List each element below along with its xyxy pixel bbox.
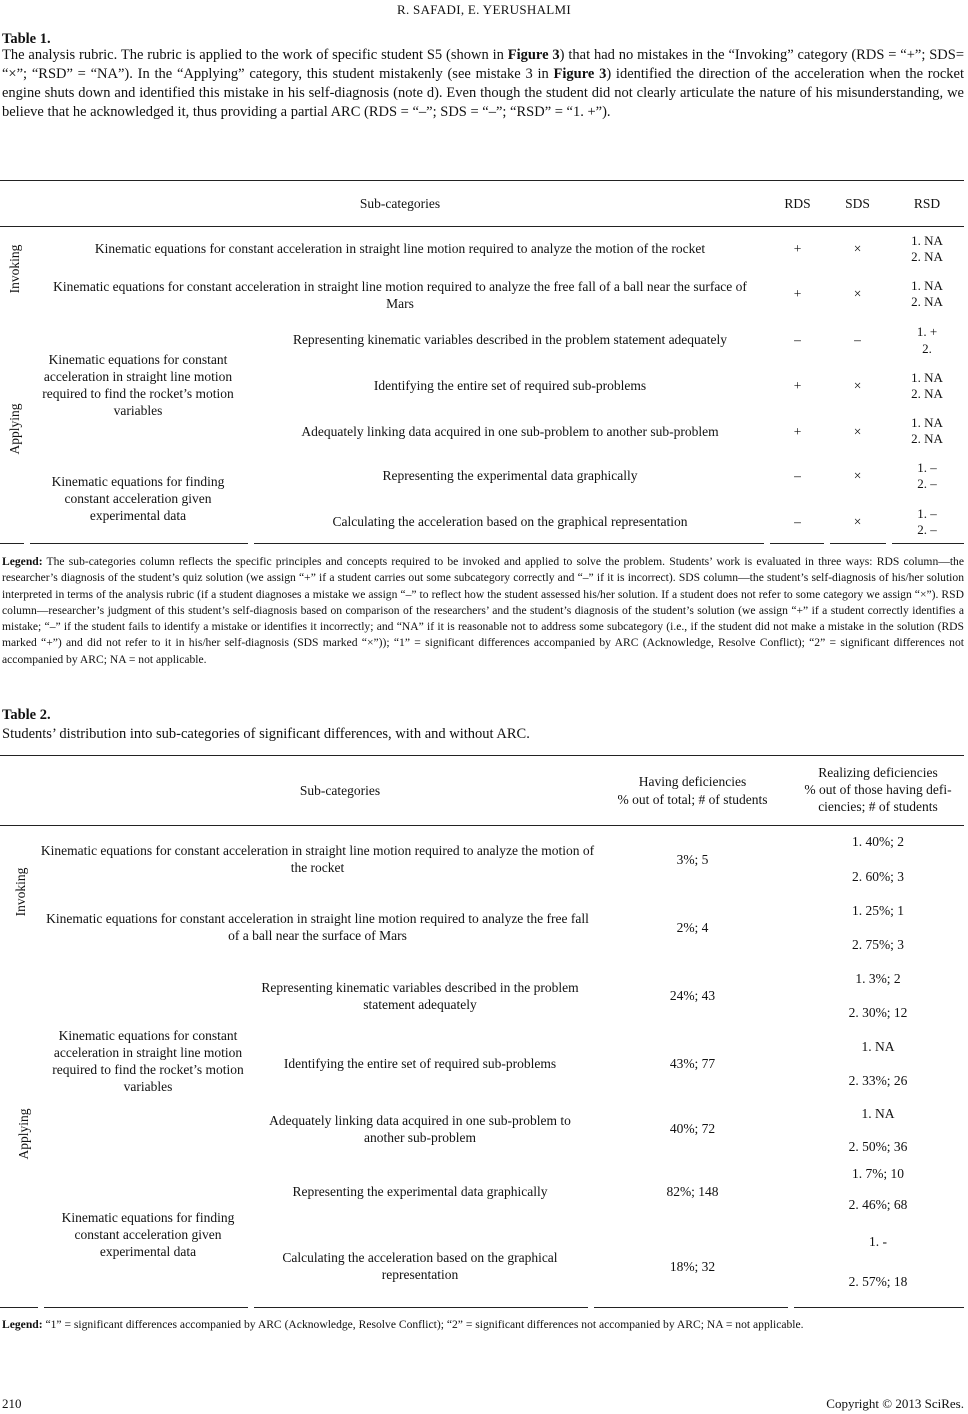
table2-bottom-rule-seg — [594, 1307, 788, 1308]
table2-legend-label: Legend: — [2, 1318, 43, 1331]
table2-row-4-realizing2: 2. 33%; 26 — [848, 1073, 908, 1088]
table1-row-5-text: Adequately linking data acquired in one sub-problem to another sub-problem — [301, 424, 719, 439]
table2-row-5-text: Adequately linking data acquired in one sub-problem to another sub-problem — [269, 1113, 571, 1145]
table1-col-rds: RDS — [784, 196, 811, 211]
table1-row-1-rds: + — [793, 241, 802, 256]
table2-bottom-rule-seg — [44, 1307, 248, 1308]
table1-bottom-rule-seg — [254, 543, 764, 544]
table2-bottom-rule-seg — [794, 1307, 964, 1308]
table1-row-2-rds: + — [793, 286, 802, 301]
table1-row-1-text: Kinematic equations for constant acceleration in straight line motion required to analyze the motion of the rocket — [94, 241, 706, 256]
table1-row-1-sds: × — [853, 241, 862, 256]
table2-row-4-realizing1: 1. NA — [861, 1039, 895, 1054]
table2-row-4-having: 43%; 77 — [669, 1056, 716, 1071]
table2-row-5-having: 40%; 72 — [669, 1121, 716, 1136]
table1-row-5-rds: + — [793, 424, 802, 439]
table2-row-6-realizing1: 1. 7%; 10 — [851, 1166, 905, 1181]
table1-row-4-rsd2: 2. NA — [911, 386, 943, 401]
table1-row-2-rsd1: 1. NA — [911, 278, 943, 293]
table2-row-7-text: Calculating the acceleration based on the graphical representation — [282, 1250, 558, 1282]
table2-legend — [2, 1317, 964, 1333]
table2-row-3-having: 24%; 43 — [669, 988, 716, 1003]
table2-caption: Table 2. — [2, 707, 51, 723]
table1-bottom-rule-seg — [892, 543, 964, 544]
table1-description: The analysis rubric. The rubric is applied to the work of specific student S5 (shown in Figure 3) that had no mistakes in the “Invoking” category (RDS = “+”; SDS= “×”; “RSD” = “NA”). In the “Applying” category, this student mistakenly (see mistake 3 in Figure 3) identified the direction of the acceleration when the rocket engine shuts down and identified this mistake in his self-diagnosis (note d). Even though the student did not clearly articulate the nature of his misunderstanding, we believe that he acknowledged it, thus providing a partial ARC (RDS = “–”; SDS = “–”; “RSD” = “1. +”). — [2, 47, 965, 120]
table1-row-7-rsd1: 1. – — [917, 506, 937, 521]
table1-legend-text: The sub-categories column reflects the specific principles and concepts required to be invoked and applied to solve the problem. Students’ work is evaluated in three ways: RDS column—the researcher’s diagnosis of the student’s quiz solution (we assign “+” if a student carries out some subcategory correctly and “–” if it is incorrect). SDS column—the student’s self-diagnosis of his/her solution interpreted in terms of the analysis rubric (if a student diagnoses a mistake we assign “–” to reflect how the student assessed his/her solution. If a student does not refer to some category we assign “×”). RSD column—researcher’s judgment of this student’s self-diagnosis based on comparison of the researchers’ and the student’s diagnosis of the student’s solution (we assign “+” if a student correctly identifies a mistake; “–” if the student fails to identify a mistake or identifies it incorrectly; and “NA” if it is reasonable not to address some subcategory (i.e., if the student did not make a mistake in the solution (RDS marked “+”) and did not refer to it in his/her self-diagnosis (SDS marked “×”)); “1” = significant differences accompanied by ARC (Acknowledge, Resolve Conflict); “2” = significant differences not accompanied by ARC; NA = not applicable. — [2, 555, 964, 666]
table1-col-rsd: RSD — [913, 196, 941, 211]
table2-applying-sub2: Kinematic equations for finding constant acceleration given experimental data — [61, 1210, 235, 1259]
table2-row-7-having: 18%; 32 — [669, 1259, 716, 1274]
table1-bottom-rule-seg — [0, 543, 24, 544]
table1-row-3-rsd1: 1. + — [916, 324, 938, 339]
table1-row-3-text: Representing kinematic variables described in the problem statement adequately — [292, 332, 728, 347]
table1-row-6-rsd2: 2. – — [917, 476, 937, 491]
table2-applying-sub1: Kinematic equations for constant acceleration in straight line motion required to find the rocket’s motion variables — [52, 1028, 244, 1094]
table1-row-6-text: Representing the experimental data graphically — [382, 468, 638, 483]
table1-bottom-rule-seg — [830, 543, 886, 544]
table1-legend — [2, 554, 964, 668]
table1-group-invoking: Invoking — [7, 244, 22, 294]
table1-row-6-rds: – — [794, 468, 801, 483]
table1-row-7-rds: – — [794, 514, 801, 529]
table2-row-1-realizing2: 2. 60%; 3 — [851, 869, 905, 884]
table2-description: Students’ distribution into sub-categories of significant differences, with and without ARC. — [2, 726, 530, 742]
table1-group-applying: Applying — [7, 403, 22, 455]
table1-row-4-rsd1: 1. NA — [911, 370, 943, 385]
table2-col-subcategories: Sub-categories — [299, 783, 381, 798]
table1-row-7-rsd2: 2. – — [917, 522, 937, 537]
table1-col-subcategories: Sub-categories — [359, 196, 441, 211]
table2-col-having-2: % out of total; # of students — [617, 792, 768, 807]
table2-row-2-text: Kinematic equations for constant acceleration in straight line motion required to analyze the free fall of a ball near the surface of Mars — [46, 911, 589, 943]
table1-row-7-sds: × — [853, 514, 862, 529]
table2-row-1-having: 3%; 5 — [676, 852, 709, 867]
table2-row-4-text: Identifying the entire set of required sub-problems — [283, 1056, 557, 1071]
table2-row-6-text: Representing the experimental data graphically — [292, 1184, 548, 1199]
table2-row-5-realizing2: 2. 50%; 36 — [848, 1139, 908, 1154]
table2-row-3-realizing2: 2. 30%; 12 — [848, 1005, 908, 1020]
table2-row-7-realizing2: 2. 57%; 18 — [848, 1274, 908, 1289]
table1-row-6-sds: × — [853, 468, 862, 483]
table1-row-1-rsd2: 2. NA — [911, 249, 943, 264]
table1-bottom-rule-seg — [770, 543, 824, 544]
table2-row-1-text: Kinematic equations for constant acceleration in straight line motion required to analyze the motion of the rocket — [40, 843, 595, 875]
running-head: R. SAFADI, E. YERUSHALMI — [396, 2, 572, 17]
table2-bottom-rule-seg — [0, 1307, 38, 1308]
table2-top-rule — [0, 755, 964, 756]
table2-row-7-realizing1: 1. - — [869, 1234, 887, 1249]
table2-header-rule — [0, 825, 964, 826]
table2-row-5-realizing1: 1. NA — [861, 1106, 895, 1121]
table1-row-7-text: Calculating the acceleration based on the graphical representation — [332, 514, 688, 529]
table1-applying-sub1: Kinematic equations for constant acceleration in straight line motion required to find the rocket’s motion variables — [42, 352, 234, 418]
table2-bottom-rule-seg — [254, 1307, 588, 1308]
table2-row-6-realizing2: 2. 46%; 68 — [848, 1197, 908, 1212]
table2-col-realizing-2: % out of those having defi- — [804, 782, 952, 797]
table1-row-5-sds: × — [853, 424, 862, 439]
table1-caption: Table 1. — [2, 31, 51, 47]
table1-row-2-text: Kinematic equations for constant acceleration in straight line motion required to analyze the free fall of a ball near the surface of Mars — [53, 279, 747, 311]
table2-col-realizing-1: Realizing deficiencies — [818, 765, 938, 780]
table1-row-4-rds: + — [793, 378, 802, 393]
table1-row-1-rsd1: 1. NA — [911, 233, 943, 248]
table2-col-having-1: Having deficiencies — [638, 774, 747, 789]
table2-legend-text: “1” = significant differences accompanied by ARC (Acknowledge, Resolve Conflict); “2” = significant differences not accompanied by ARC; NA = not applicable. — [42, 1318, 804, 1331]
table1-row-2-rsd2: 2. NA — [911, 294, 943, 309]
table2-row-3-text: Representing kinematic variables described in the problem statement adequately — [261, 980, 579, 1012]
table1-row-3-sds: – — [854, 332, 861, 347]
table1-row-4-sds: × — [853, 378, 862, 393]
table2-row-2-realizing2: 2. 75%; 3 — [851, 937, 905, 952]
table1-top-rule — [0, 180, 964, 181]
table1-col-sds: SDS — [845, 196, 870, 211]
table1-legend-label: Legend: — [2, 555, 43, 568]
table1-row-5-rsd2: 2. NA — [911, 431, 943, 446]
table1-row-5-rsd1: 1. NA — [911, 415, 943, 430]
table1-applying-sub2: Kinematic equations for finding constant acceleration given experimental data — [51, 474, 225, 523]
table2-row-2-having: 2%; 4 — [676, 920, 709, 935]
table2-group-invoking: Invoking — [13, 867, 28, 917]
table1-row-3-rsd2: 2. — [922, 341, 932, 356]
copyright: Copyright © 2013 SciRes. — [826, 1396, 964, 1411]
table2-row-1-realizing1: 1. 40%; 2 — [851, 834, 905, 849]
table1-row-2-sds: × — [853, 286, 862, 301]
table2-row-2-realizing1: 1. 25%; 1 — [851, 903, 905, 918]
table1-bottom-rule-seg — [30, 543, 248, 544]
table1-row-6-rsd1: 1. – — [917, 460, 937, 475]
table1-header-rule — [0, 226, 964, 227]
table1-row-4-text: Identifying the entire set of required sub-problems — [373, 378, 647, 393]
table2-row-3-realizing1: 1. 3%; 2 — [855, 971, 901, 986]
table1-row-3-rds: – — [794, 332, 801, 347]
table2-col-realizing-3: ciencies; # of students — [818, 799, 938, 814]
table2-row-6-having: 82%; 148 — [666, 1184, 719, 1199]
table2-group-applying: Applying — [16, 1108, 31, 1160]
page-number: 210 — [2, 1396, 22, 1411]
